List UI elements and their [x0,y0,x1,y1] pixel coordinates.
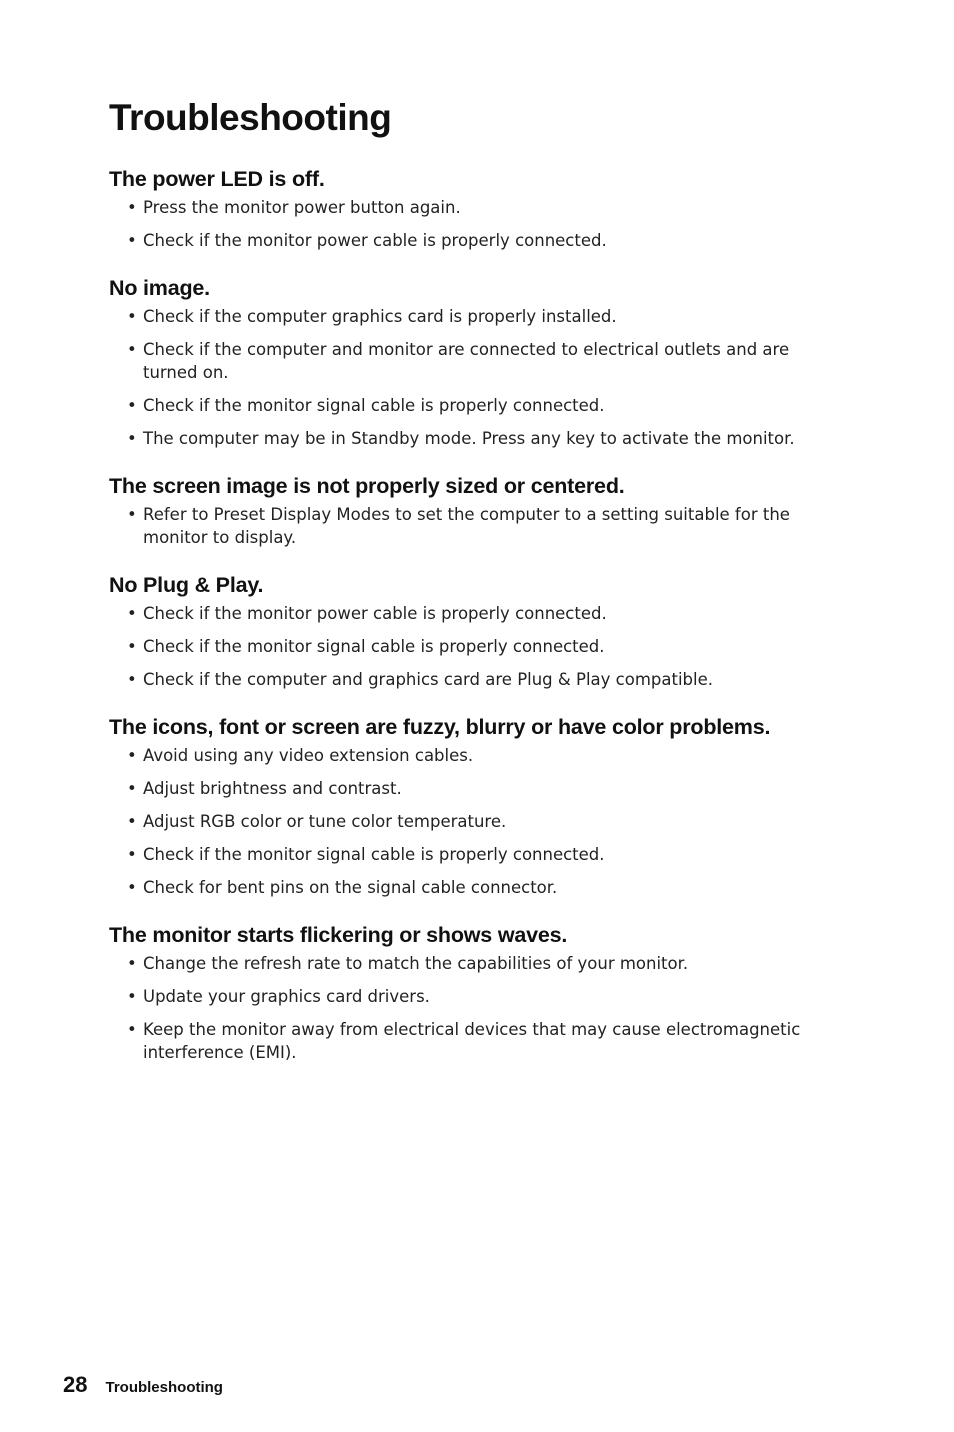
list-item-text: Avoid using any video extension cables. [143,746,474,765]
list-item [109,394,839,417]
list-item-text: Update your graphics card drivers. [143,987,430,1006]
list-item [109,635,839,658]
section-fuzzy-blurry [109,713,839,899]
section-heading: The monitor starts flickering or shows waves. [109,923,568,947]
bullet-icon: • [127,340,137,359]
bullet-icon: • [127,954,137,973]
list-item [109,843,839,866]
list-item-text: Check if the computer and monitor are connected to electrical outlets and are turned on. [143,340,790,382]
list-item [109,744,839,767]
page-title: Troubleshooting [109,97,392,138]
bullet-icon: • [127,1020,137,1039]
section-no-image [109,274,839,450]
list-item [109,1018,839,1064]
section-heading: The icons, font or screen are fuzzy, blurry or have color problems. [109,715,771,739]
list-item-text: Refer to Preset Display Modes to set the computer to a setting suitable for the monitor to display. [143,505,790,547]
section-heading: The screen image is not properly sized or centered. [109,474,625,498]
list-item-text: Adjust RGB color or tune color temperature. [143,812,507,831]
list-item [109,876,839,899]
list-item-text: The computer may be in Standby mode. Press any key to activate the monitor. [143,429,795,448]
list-item [109,196,839,219]
list-item-text: Check if the computer graphics card is properly installed. [143,307,617,326]
section-heading: No image. [109,276,210,300]
bullet-list [109,196,839,252]
section-heading: The power LED is off. [109,167,325,191]
bullet-icon: • [127,746,137,765]
bullet-icon: • [127,604,137,623]
section-no-plug-and-play [109,571,839,691]
list-item-text: Adjust brightness and contrast. [143,779,402,798]
list-item-text: Check for bent pins on the signal cable connector. [143,878,558,897]
bullet-list [109,602,839,691]
list-item [109,668,839,691]
section-flickering [109,921,839,1064]
list-item [109,427,839,450]
page-footer [63,1372,223,1398]
list-item [109,602,839,625]
section-heading: No Plug & Play. [109,573,264,597]
bullet-icon: • [127,812,137,831]
footer-section-label: Troubleshooting [105,1379,223,1396]
page-number: 28 [63,1372,88,1397]
bullet-icon: • [127,396,137,415]
list-item [109,338,839,384]
section-power-led-off [109,165,839,252]
list-item-text: Check if the monitor power cable is properly connected. [143,604,607,623]
bullet-icon: • [127,505,137,524]
list-item-text: Check if the computer and graphics card are Plug & Play compatible. [143,670,713,689]
troubleshooting-content [109,165,839,1086]
bullet-icon: • [127,845,137,864]
bullet-icon: • [127,198,137,217]
bullet-icon: • [127,307,137,326]
bullet-list [109,952,839,1064]
list-item-text: Change the refresh rate to match the capabilities of your monitor. [143,954,689,973]
list-item [109,952,839,975]
list-item [109,777,839,800]
list-item-text: Check if the monitor signal cable is properly connected. [143,845,605,864]
bullet-icon: • [127,231,137,250]
list-item-text: Check if the monitor power cable is properly connected. [143,231,607,250]
list-item [109,985,839,1008]
section-image-not-sized [109,472,839,549]
bullet-icon: • [127,987,137,1006]
list-item [109,305,839,328]
bullet-icon: • [127,637,137,656]
list-item [109,229,839,252]
list-item-text: Keep the monitor away from electrical devices that may cause electromagnetic interference (EMI). [143,1020,801,1062]
bullet-icon: • [127,878,137,897]
bullet-icon: • [127,779,137,798]
bullet-icon: • [127,670,137,689]
list-item [109,503,839,549]
list-item-text: Check if the monitor signal cable is properly connected. [143,396,605,415]
list-item-text: Press the monitor power button again. [143,198,461,217]
bullet-icon: • [127,429,137,448]
list-item [109,810,839,833]
bullet-list [109,503,839,549]
list-item-text: Check if the monitor signal cable is properly connected. [143,637,605,656]
bullet-list [109,305,839,450]
bullet-list [109,744,839,899]
